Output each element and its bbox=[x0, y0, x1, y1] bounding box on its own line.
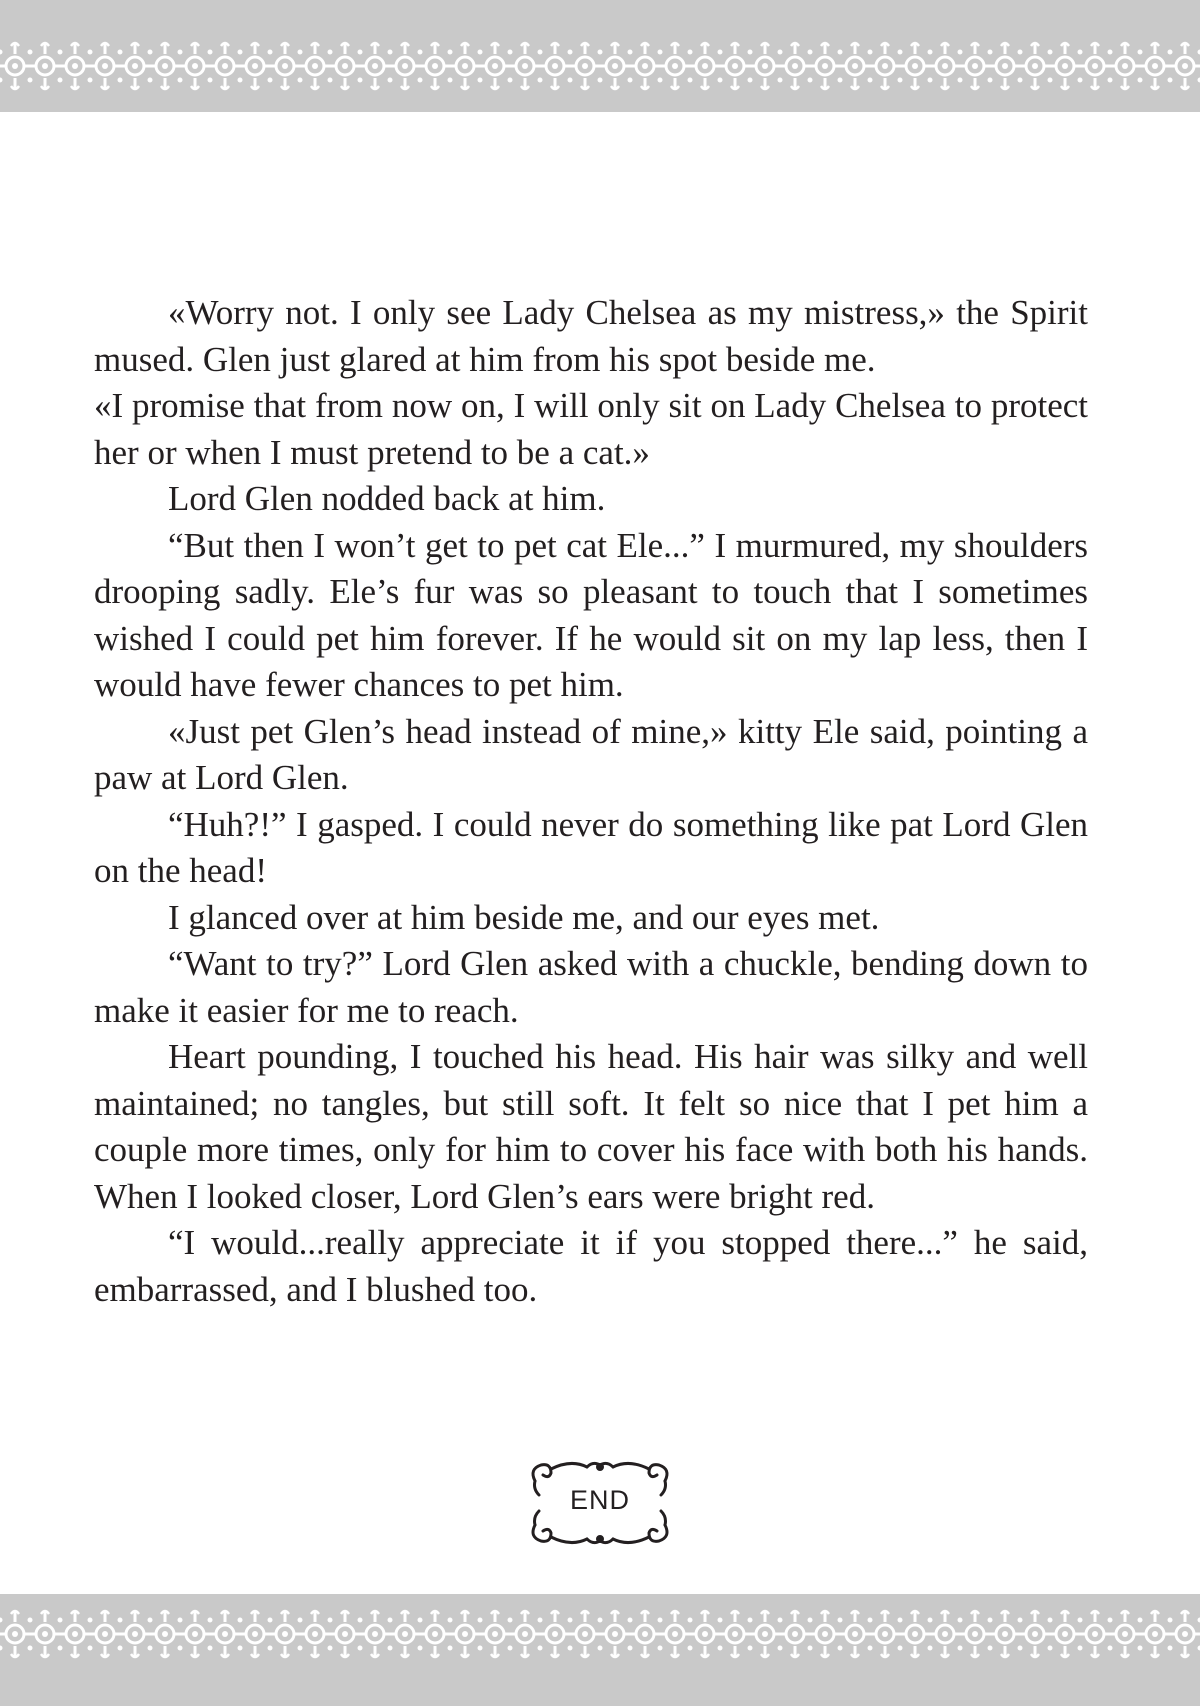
lace-pattern bbox=[0, 40, 1200, 92]
paragraph: «I promise that from now on, I will only sit on Lady Chelsea to protect her or when I must pretend to be a cat.» bbox=[94, 386, 1088, 472]
paragraph: Lord Glen nodded back at him. bbox=[168, 479, 606, 518]
lace-pattern bbox=[0, 1608, 1200, 1660]
paragraph: “I would...really appreciate it if you stopped there...” he said, embarrassed, and I blushed too. bbox=[94, 1223, 1088, 1309]
paragraph: I glanced over at him beside me, and our eyes met. bbox=[168, 897, 880, 937]
top-lace-border bbox=[0, 0, 1200, 112]
paragraph: “Huh?!” I gasped. I could never do something like pat Lord Glen on the head! bbox=[94, 804, 1088, 890]
paragraph: «Just pet Glen’s head instead of mine,» kitty Ele said, pointing a paw at Lord Glen. bbox=[94, 711, 1088, 797]
paragraph: “Want to try?” Lord Glen asked with a chuckle, bending down to make it easier for me to reach. bbox=[94, 944, 1088, 1030]
paragraph: Heart pounding, I touched his head. His hair was silky and well maintained; no tangles, but still soft. It felt so nice that I pet him a couple more times, only for him to cover his face with both his hands. When I looked closer, Lord Glen’s ears were bright red. bbox=[94, 1037, 1088, 1216]
paragraph: «Worry not. I only see Lady Chelsea as my mistress,» the Spirit mused. Glen just glared at him from his spot beside me. bbox=[94, 293, 1088, 379]
bottom-lace-border bbox=[0, 1594, 1200, 1706]
paragraph: “But then I won’t get to pet cat Ele...” I murmured, my shoulders drooping sadly. Ele’s fur was so pleasant to touch that I sometimes wished I could pet him forever. If he would sit on my lap less, then I would have fewer chances to pet him. bbox=[94, 525, 1088, 704]
end-label: END bbox=[569, 1485, 630, 1515]
story-text bbox=[94, 290, 1088, 1313]
end-ornament bbox=[525, 1455, 675, 1551]
